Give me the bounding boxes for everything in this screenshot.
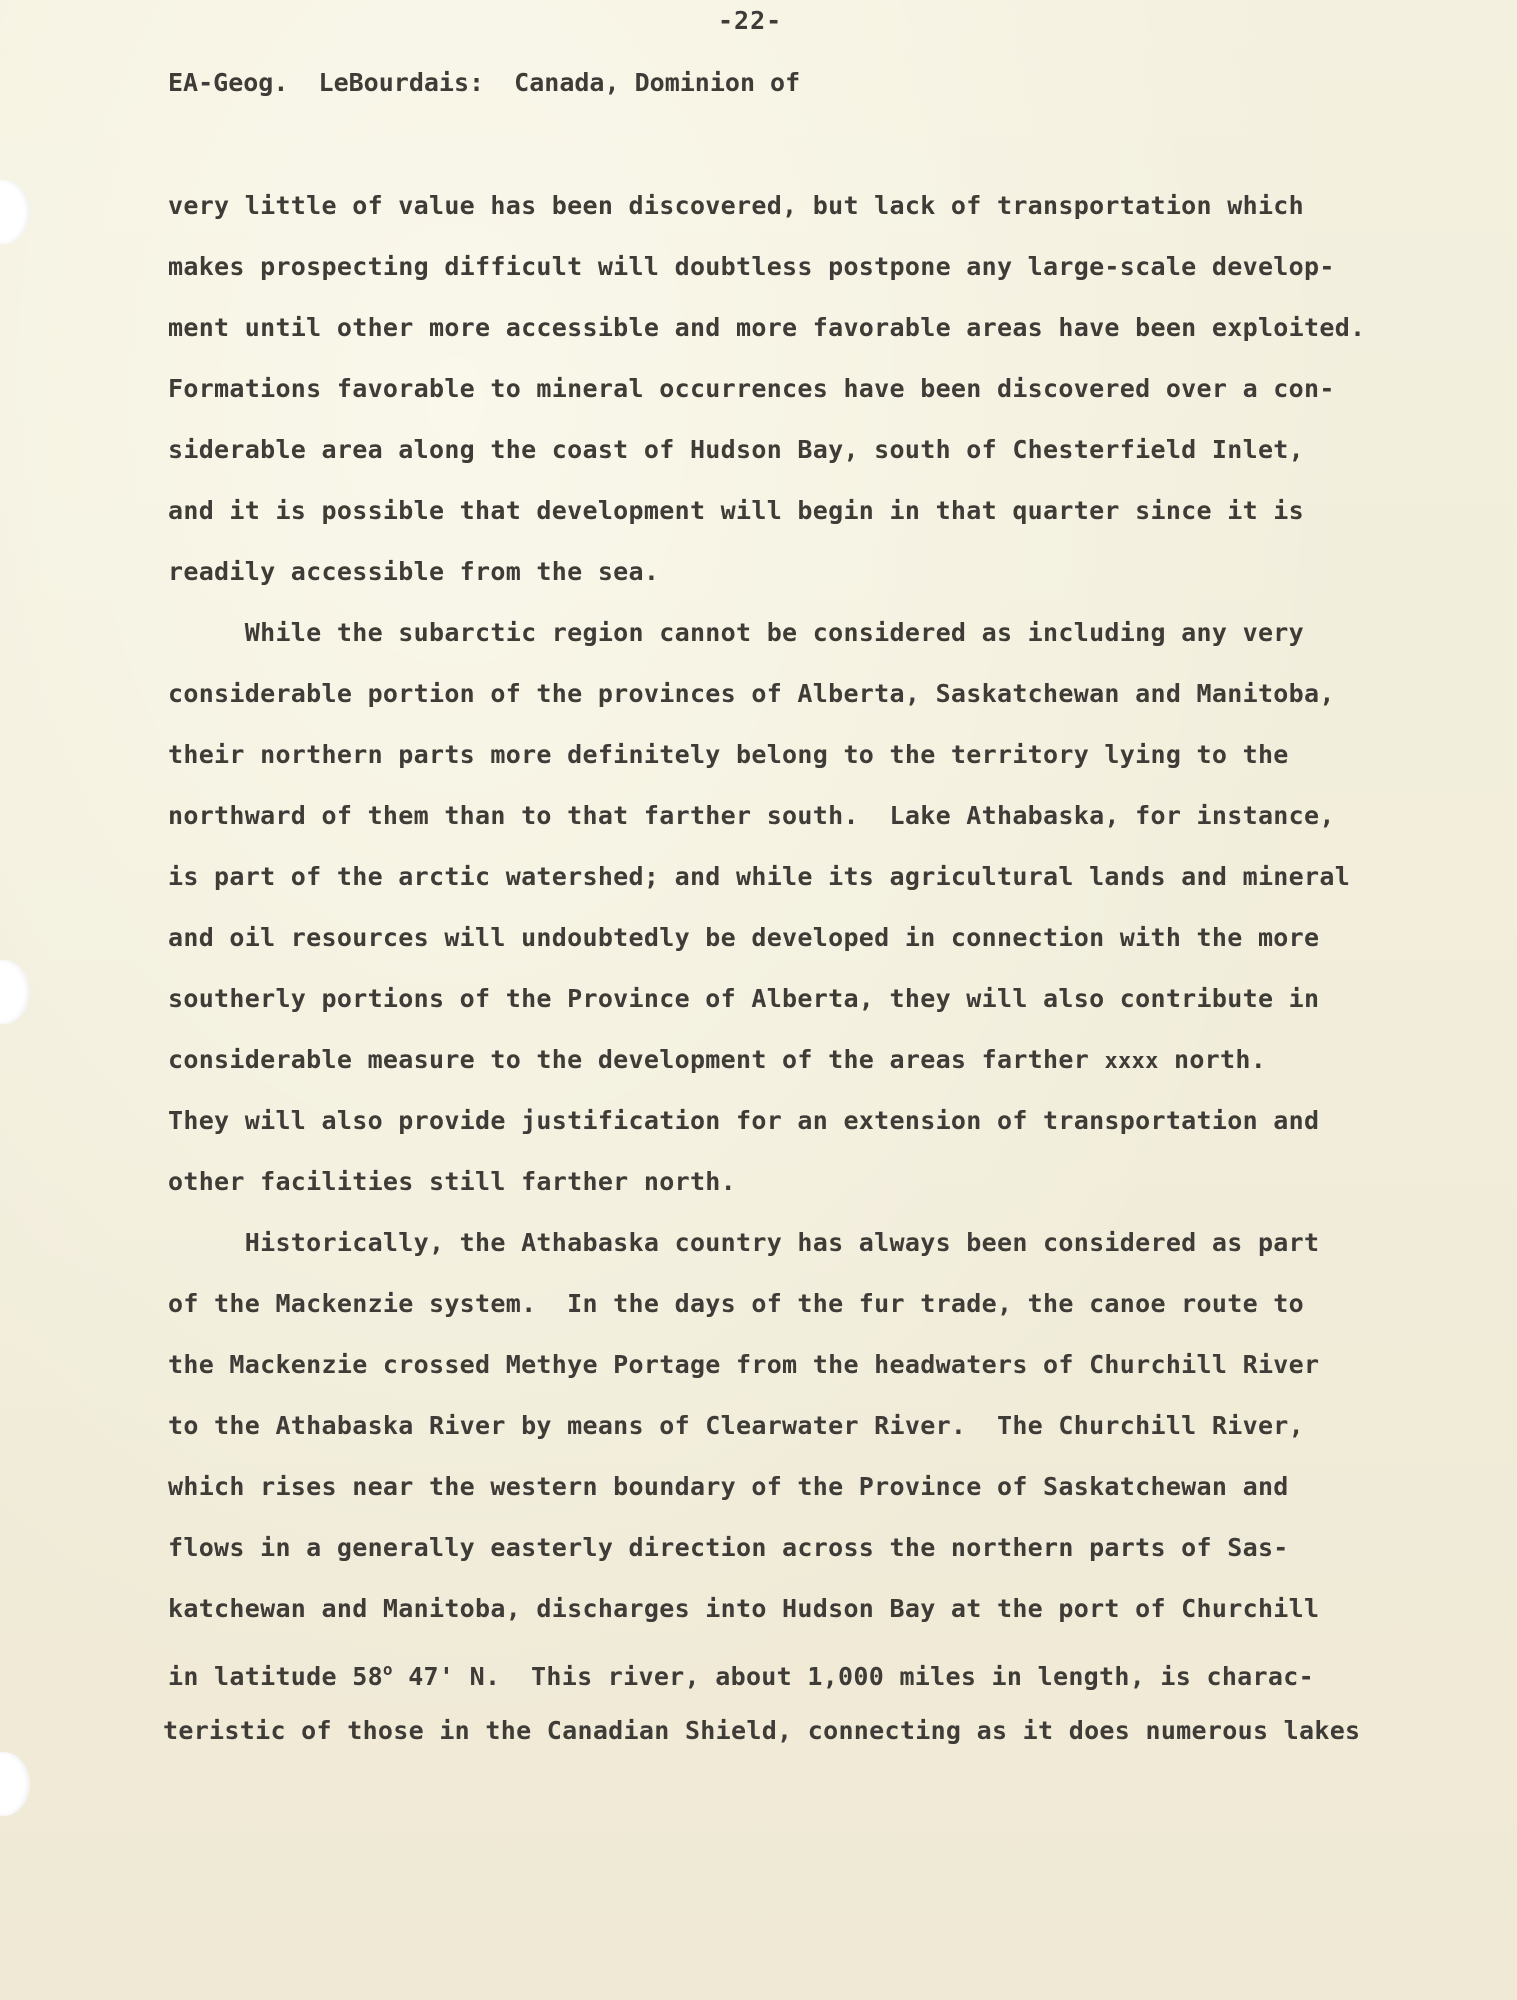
- text-line: ment until other more accessible and more favorable areas have been exploited.: [168, 313, 1366, 342]
- text-line: teristic of those in the Canadian Shield, connecting as it does numerous lakes: [163, 1716, 1361, 1745]
- text-line: katchewan and Manitoba, discharges into Hudson Bay at the port of Churchill: [168, 1594, 1320, 1623]
- text-line: other facilities still farther north.: [168, 1167, 736, 1196]
- text-segment: north.: [1158, 1045, 1267, 1074]
- degree-symbol: o: [382, 1660, 393, 1679]
- text-line: very little of value has been discovered, but lack of transportation which: [168, 191, 1304, 220]
- text-line: readily accessible from the sea.: [168, 557, 660, 586]
- text-line: makes prospecting difficult will doubtless postpone any large-scale develop-: [168, 252, 1335, 281]
- text-line: While the subarctic region cannot be considered as including any very: [168, 618, 1304, 647]
- text-line: northward of them than to that farther south. Lake Athabaska, for instance,: [168, 801, 1335, 830]
- text-line: to the Athabaska River by means of Clearwater River. The Churchill River,: [168, 1411, 1304, 1440]
- text-line: Formations favorable to mineral occurrences have been discovered over a con-: [168, 374, 1335, 403]
- struck-out-text: xxxx: [1104, 1049, 1159, 1074]
- text-line: the Mackenzie crossed Methye Portage from the headwaters of Churchill River: [168, 1350, 1320, 1379]
- text-line: considerable portion of the provinces of Alberta, Saskatchewan and Manitoba,: [168, 679, 1335, 708]
- punch-hole: [0, 1752, 30, 1816]
- text-line: They will also provide justification for an extension of transportation and: [168, 1106, 1320, 1135]
- text-segment: 47' N. This river, about 1,000 miles in length, is charac-: [392, 1662, 1314, 1691]
- text-line: [168, 1044, 1266, 1078]
- text-line: and it is possible that development will begin in that quarter since it is: [168, 496, 1304, 525]
- text-line: siderable area along the coast of Hudson Bay, south of Chesterfield Inlet,: [168, 435, 1304, 464]
- text-line: is part of the arctic watershed; and while its agricultural lands and mineral: [168, 862, 1351, 891]
- text-segment: considerable measure to the development of the areas farther: [168, 1045, 1090, 1074]
- text-line: southerly portions of the Province of Alberta, they will also contribute in: [168, 984, 1320, 1013]
- text-segment: in latitude 58: [168, 1662, 383, 1691]
- punch-hole: [0, 960, 30, 1024]
- text-line: and oil resources will undoubtedly be developed in connection with the more: [168, 923, 1320, 952]
- text-line: flows in a generally easterly direction across the northern parts of Sas-: [168, 1533, 1289, 1562]
- page-number: -22-: [718, 6, 783, 35]
- text-line: of the Mackenzie system. In the days of the fur trade, the canoe route to: [168, 1289, 1304, 1318]
- text-line: which rises near the western boundary of the Province of Saskatchewan and: [168, 1472, 1289, 1501]
- text-line: Historically, the Athabaska country has always been considered as part: [168, 1228, 1320, 1257]
- document-header: EA-Geog. LeBourdais: Canada, Dominion of: [168, 68, 801, 97]
- text-line: [168, 1654, 1314, 1693]
- text-line: their northern parts more definitely belong to the territory lying to the: [168, 740, 1289, 769]
- punch-hole: [0, 180, 30, 244]
